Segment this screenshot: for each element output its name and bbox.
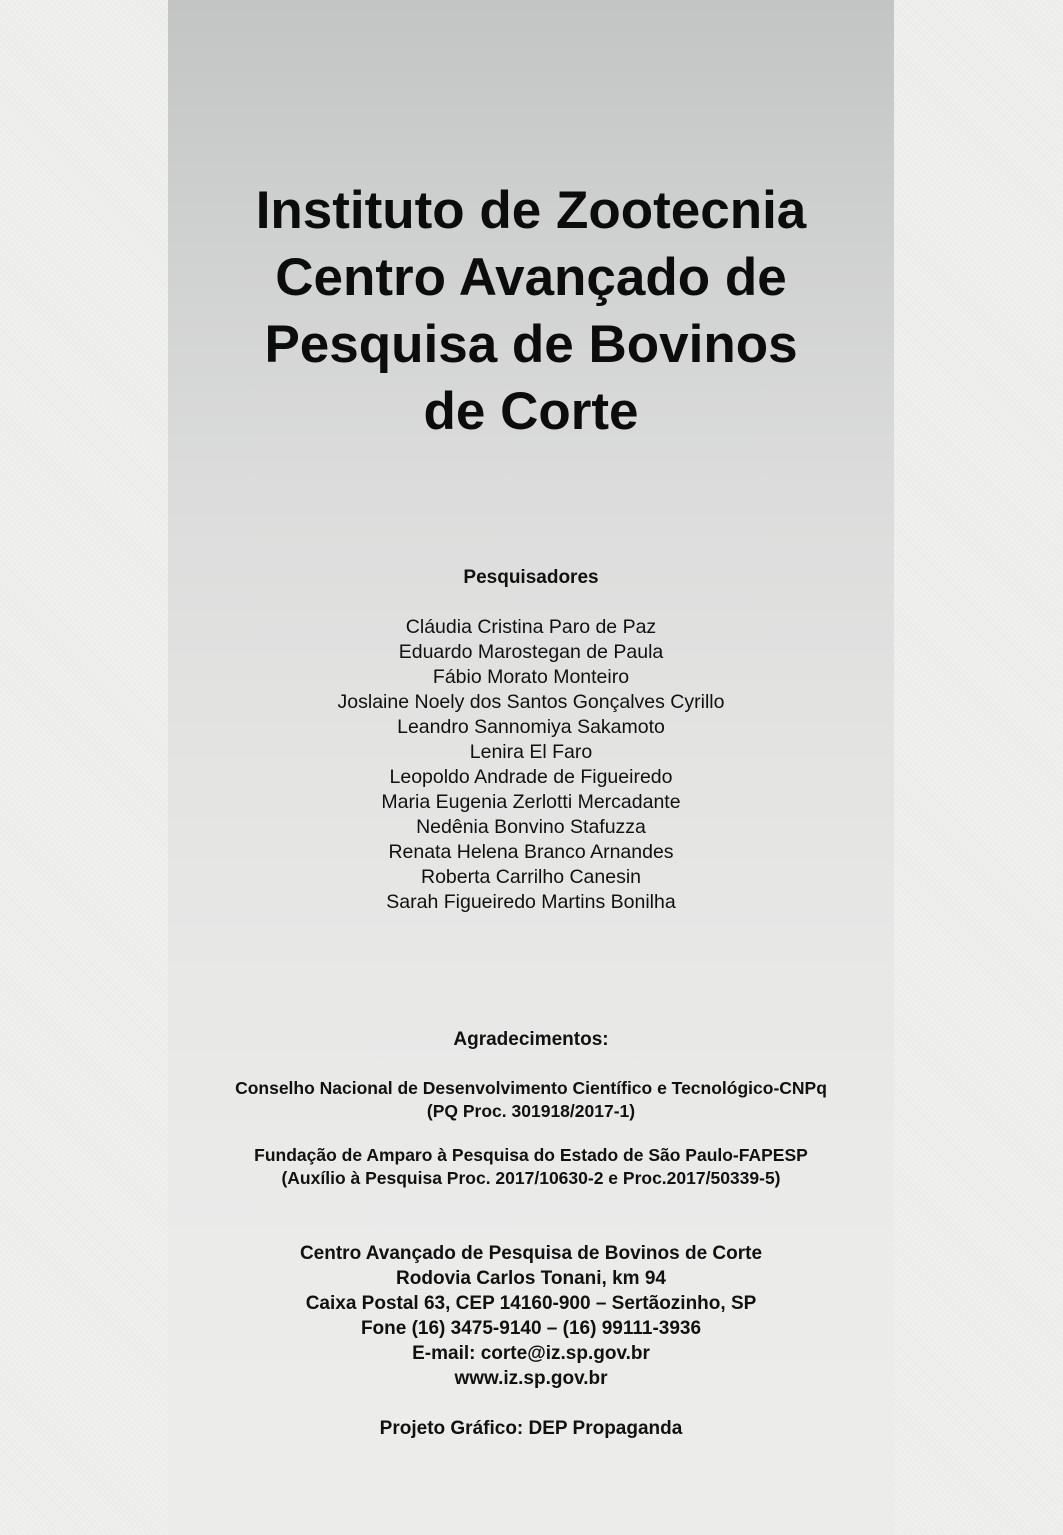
ack-cnpq bbox=[168, 1077, 894, 1123]
title-line: de Corte bbox=[423, 382, 639, 441]
researcher-name: Roberta Carrilho Canesin bbox=[420, 866, 642, 888]
contact-postal: Caixa Postal 63, CEP 14160-900 – Sertãozinho, SP bbox=[305, 1293, 757, 1314]
ack-cnpq-detail: (PQ Proc. 301918/2017-1) bbox=[426, 1101, 636, 1121]
researcher-name: Sarah Figueiredo Martins Bonilha bbox=[386, 891, 676, 913]
contact-website: www.iz.sp.gov.br bbox=[454, 1368, 608, 1389]
researcher-name: Nedênia Bonvino Stafuzza bbox=[416, 816, 646, 838]
researchers-list bbox=[168, 615, 894, 915]
researcher-name: Leopoldo Andrade de Figueiredo bbox=[389, 766, 673, 788]
contact-email: E-mail: corte@iz.sp.gov.br bbox=[412, 1343, 650, 1364]
ack-fapesp-detail: (Auxílio à Pesquisa Proc. 2017/10630-2 e Proc.2017/50339-5) bbox=[281, 1168, 781, 1188]
cover-panel bbox=[168, 0, 894, 1535]
page-margin-left bbox=[0, 0, 168, 1535]
researcher-name: Fábio Morato Monteiro bbox=[432, 666, 630, 688]
acknowledgments-heading: Agradecimentos: bbox=[453, 1029, 609, 1050]
ack-fapesp bbox=[168, 1144, 894, 1190]
researcher-name: Renata Helena Branco Arnandes bbox=[388, 841, 674, 863]
title-line: Instituto de Zootecnia bbox=[255, 181, 807, 240]
researcher-name: Joslaine Noely dos Santos Gonçalves Cyrillo bbox=[337, 691, 725, 713]
ack-cnpq-name: Conselho Nacional de Desenvolvimento Científico e Tecnológico-CNPq bbox=[235, 1078, 827, 1098]
contact-road: Rodovia Carlos Tonani, km 94 bbox=[396, 1268, 666, 1289]
institute-title bbox=[168, 177, 894, 445]
researcher-name: Lenira El Faro bbox=[469, 741, 593, 763]
contact-center: Centro Avançado de Pesquisa de Bovinos de Corte bbox=[299, 1243, 763, 1264]
researchers-heading: Pesquisadores bbox=[463, 567, 599, 588]
design-credit: Projeto Gráfico: DEP Propaganda bbox=[379, 1418, 683, 1439]
contact-phone: Fone (16) 3475-9140 – (16) 99111-3936 bbox=[360, 1318, 702, 1339]
researcher-name: Maria Eugenia Zerlotti Mercadante bbox=[381, 791, 681, 813]
page-margin-right bbox=[894, 0, 1063, 1535]
researcher-name: Leandro Sannomiya Sakamoto bbox=[397, 716, 665, 738]
contact-block bbox=[168, 1241, 894, 1391]
researcher-name: Cláudia Cristina Paro de Paz bbox=[405, 616, 657, 638]
title-line: Centro Avançado de bbox=[275, 248, 787, 307]
researcher-name: Eduardo Marostegan de Paula bbox=[398, 641, 664, 663]
title-line: Pesquisa de Bovinos bbox=[264, 315, 798, 374]
ack-fapesp-name: Fundação de Amparo à Pesquisa do Estado de São Paulo-FAPESP bbox=[254, 1145, 808, 1165]
